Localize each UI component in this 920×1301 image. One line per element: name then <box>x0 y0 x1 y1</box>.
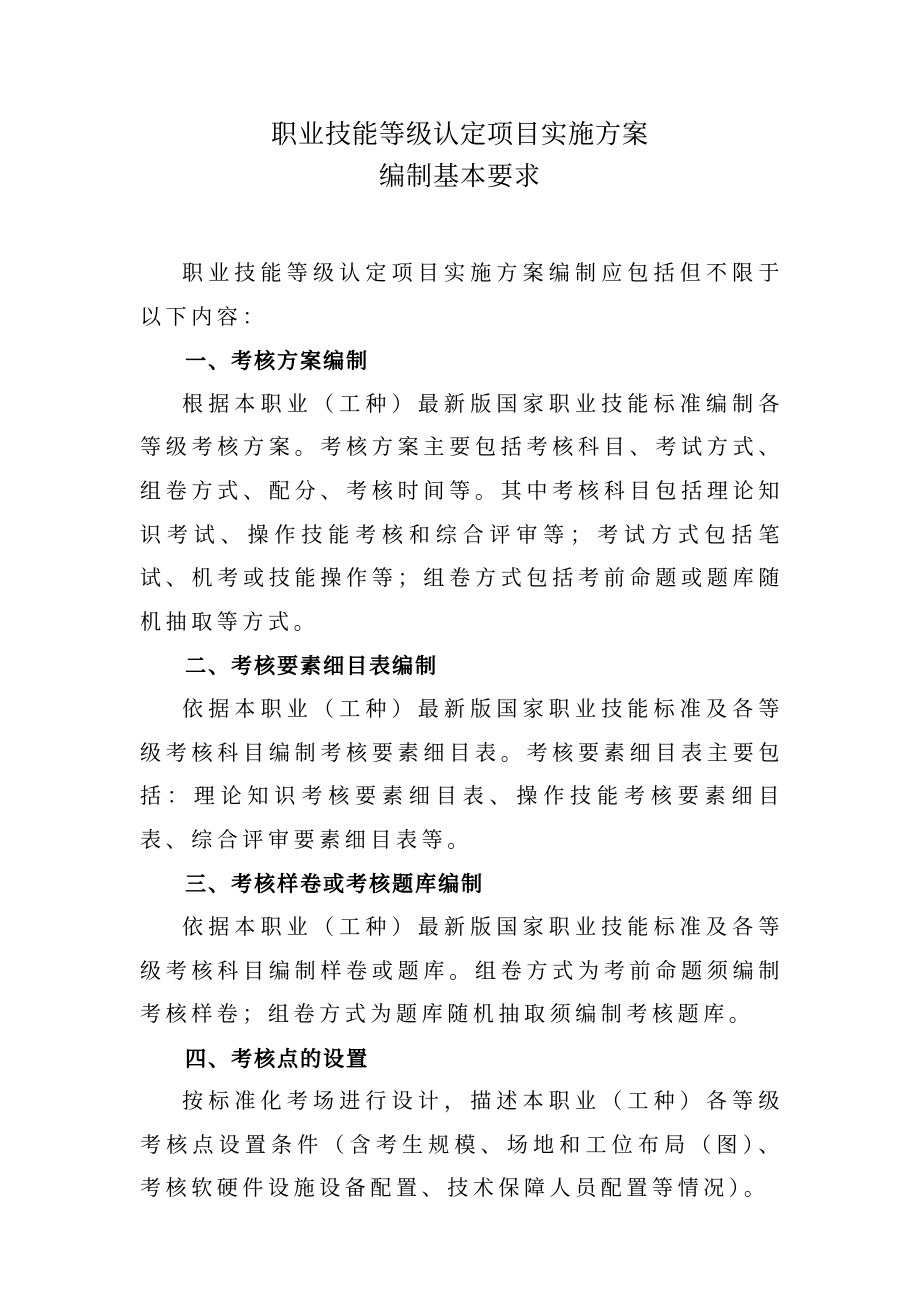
section-heading-3: 三、考核样卷或考核题库编制 <box>185 871 485 897</box>
document-body <box>140 252 784 1211</box>
document-title-line2: 编制基本要求 <box>378 162 541 192</box>
section-body-3: 依据本职业（工种）最新版国家职业技能标准及各等级考核科目编制样卷或题库。组卷方式为考前命题须编制考核样卷；组卷方式为题库随机抽取须编制考核题库。 <box>140 914 784 1027</box>
document-title-line1: 职业技能等级认定项目实施方案 <box>270 120 649 150</box>
intro-paragraph: 职业技能等级认定项目实施方案编制应包括但不限于以下内容： <box>140 261 784 329</box>
section-body-2: 依据本职业（工种）最新版国家职业技能标准及各等级考核科目编制考核要素细目表。考核要素细目表主要包括：理论知识考核要素细目表、操作技能考核要素细目表、综合评审要素细目表等。 <box>140 696 784 852</box>
section-body-1: 根据本职业（工种）最新版国家职业技能标准编制各等级考核方案。考核方案主要包括考核科目、考试方式、组卷方式、配分、考核时间等。其中考核科目包括理论知识考试、操作技能考核和综合评审等；考试方式包括笔试、机考或技能操作等；组卷方式包括考前命题或题库随机抽取等方式。 <box>140 391 784 634</box>
section-heading-1: 一、考核方案编制 <box>185 348 370 374</box>
section-heading-4: 四、考核点的设置 <box>185 1045 370 1071</box>
section-body-4: 按标准化考场进行设计，描述本职业（工种）各等级考核点设置条件（含考生规模、场地和工位布局（图）、考核软硬件设施设备配置、技术保障人员配置等情况）。 <box>140 1089 784 1201</box>
section-heading-2: 二、考核要素细目表编制 <box>185 653 439 679</box>
